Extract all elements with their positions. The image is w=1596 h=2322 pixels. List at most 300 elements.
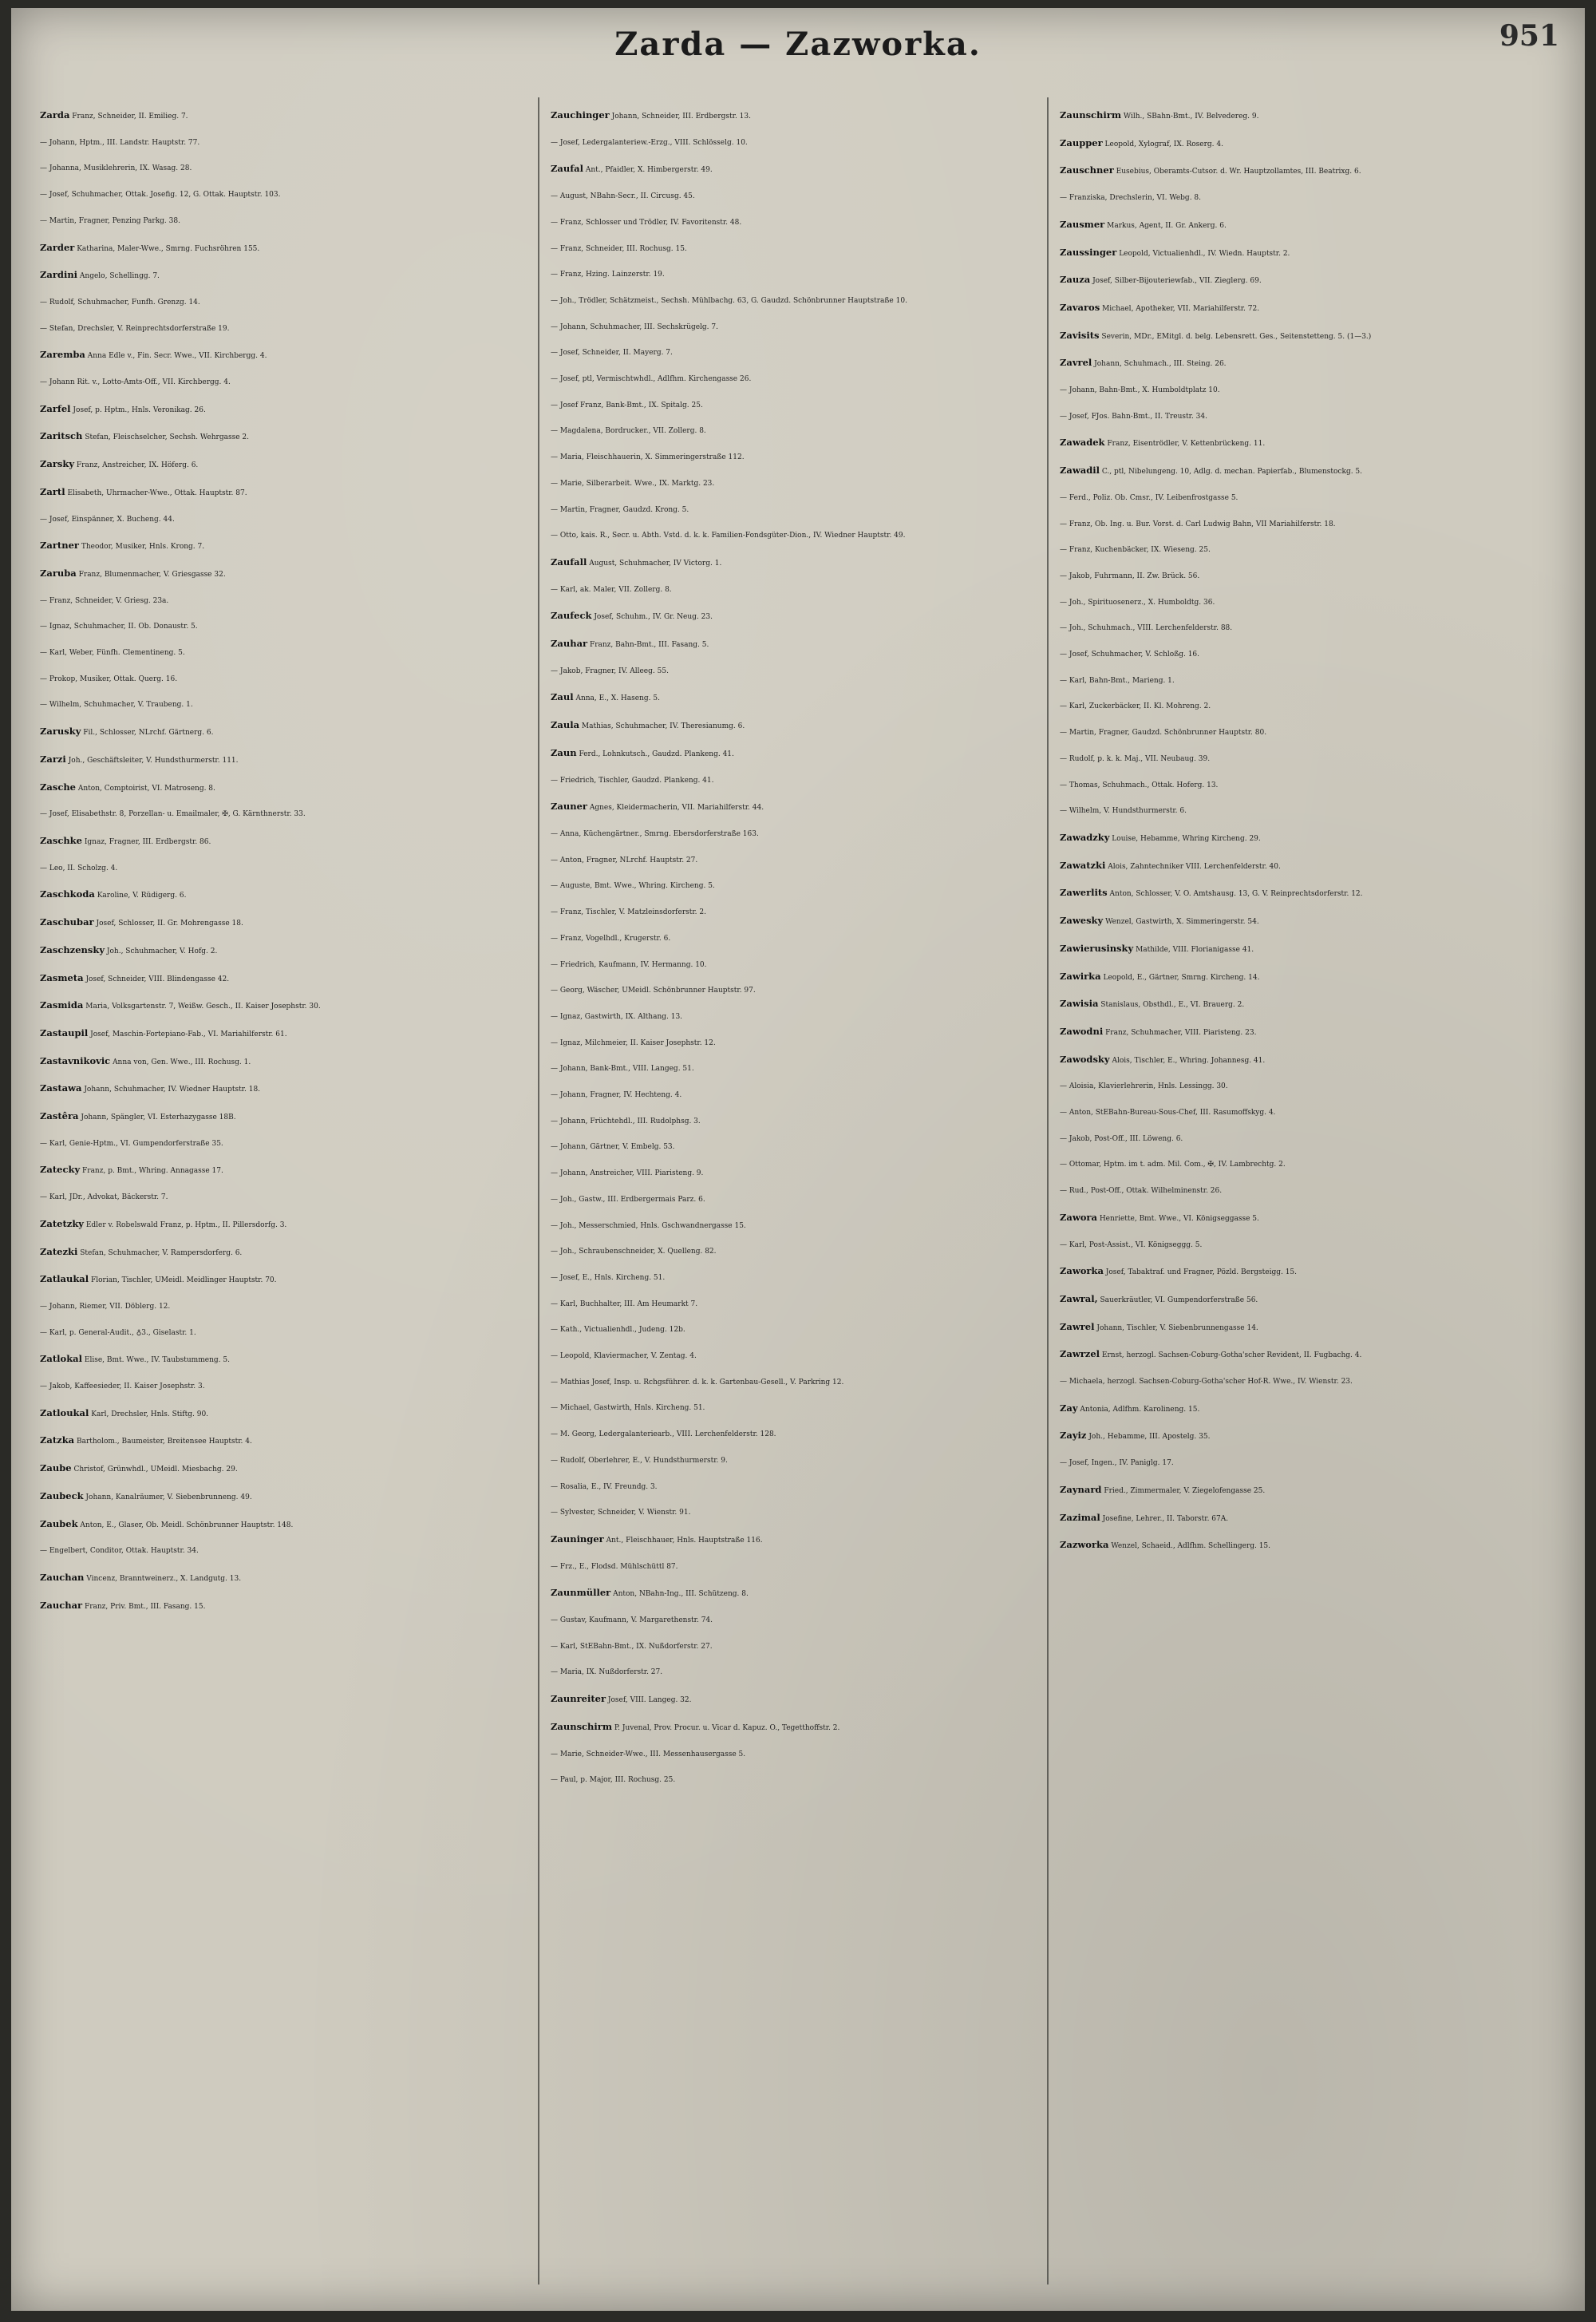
directory-entry [551, 631, 1039, 659]
directory-entry [40, 1455, 528, 1483]
entry-surname: Zauhar [551, 638, 588, 650]
entry-details: Michael, Apotheker, VII. Mariahilferstr. 72. [1102, 304, 1260, 313]
entry-surname: Zauchan [40, 1571, 85, 1583]
directory-entry [551, 684, 1039, 712]
directory-entry [40, 1374, 528, 1400]
directory-entry [40, 1157, 528, 1185]
directory-entry [1060, 1178, 1562, 1205]
entry-details: — August, NBahn-Secr., II. Circusg. 45. [551, 192, 695, 201]
column-divider-2 [1047, 97, 1049, 2284]
entry-details: — Karl, Post-Assist., VI. Königseggg. 5. [1060, 1240, 1203, 1249]
column-divider-1 [538, 97, 539, 2284]
entry-details: — Rudolf, p. k. k. Maj., VII. Neubaug. 39. [1060, 754, 1211, 763]
directory-entry [40, 423, 528, 451]
directory-entry [1060, 564, 1562, 590]
directory-entry [1060, 537, 1562, 564]
entry-details: P. Juvenal, Prov. Procur. u. Vicar d. Kapuz. O., Tegetthoffstr. 2. [614, 1723, 840, 1732]
directory-entry [40, 1592, 528, 1620]
running-head: Zarda — Zazworka. [614, 26, 982, 63]
directory-entry [551, 236, 1039, 263]
entry-surname: Zauchinger [551, 109, 610, 121]
entry-details: — Maria, Fleischhauerin, X. Simmeringerstraße 112. [551, 453, 745, 462]
directory-entry [551, 262, 1039, 288]
entry-surname: Zaruba [40, 567, 77, 579]
entry-details: — Leo, II. Scholzg. 4. [40, 864, 118, 872]
directory-entry [1060, 615, 1562, 642]
entry-surname: Zastavnikovic [40, 1054, 111, 1066]
directory-entry [551, 740, 1039, 768]
directory-entry [40, 396, 528, 424]
entry-surname: Zartner [40, 540, 79, 552]
entry-details: Stefan, Fleischselcher, Sechsh. Wehrgasse 2. [85, 433, 249, 442]
directory-entry [551, 393, 1039, 419]
directory-entry [40, 262, 528, 290]
entry-details: — Rudolf, Oberlehrer, E., V. Hundsthurmerstr. 9. [551, 1456, 728, 1465]
entry-details: Josef, Schlosser, II. Gr. Mohrengasse 18. [96, 920, 243, 928]
entry-details: Anna, E., X. Haseng. 5. [575, 694, 660, 703]
directory-entry [1060, 1314, 1562, 1342]
directory-entry [551, 1161, 1039, 1187]
directory-entry [40, 774, 528, 802]
directory-entry [551, 1056, 1039, 1082]
entry-details: — Karl, Genie-Hptm., VI. Gumpendorferstraße 35. [40, 1139, 223, 1148]
entry-details: Anton, NBahn-Ing., III. Schützeng. 8. [613, 1590, 749, 1599]
directory-entry [1060, 1286, 1562, 1314]
entry-details: — Johann, Gärtner, V. Embelg. 53. [551, 1143, 675, 1152]
directory-entry [40, 1400, 528, 1428]
entry-details: — Wilhelm, Schuhmacher, V. Traubeng. 1. [40, 701, 193, 710]
entry-details: Josef, Tabaktraf. und Fragner, Pözld. Bergsteigg. 15. [1105, 1268, 1298, 1277]
entry-details: Johann, Tischler, V. Siebenbrunnengasse 14. [1096, 1323, 1258, 1332]
directory-entry [40, 1211, 528, 1239]
directory-entry [40, 718, 528, 746]
entry-surname: Zawesky [1060, 915, 1104, 927]
entry-surname: Zasche [40, 781, 77, 793]
directory-entry [40, 507, 528, 533]
directory-entry [1060, 1126, 1562, 1153]
entry-details: — Franz, Schneider, V. Griesg. 23a. [40, 596, 169, 605]
directory-entry [1060, 1232, 1562, 1259]
entry-details: — Karl, ak. Maler, VII. Zollerg. 8. [551, 585, 672, 594]
directory-entry [40, 560, 528, 588]
directory-entry [551, 1292, 1039, 1318]
directory-entry [551, 1742, 1039, 1768]
entry-details: Franz, p. Bmt., Whring. Annagasse 17. [82, 1167, 223, 1176]
directory-entry [551, 1448, 1039, 1474]
entry-details: Elisabeth, Uhrmacher-Wwe., Ottak. Hauptstr. 87. [67, 489, 247, 497]
directory-entry [551, 1526, 1039, 1554]
entry-details: Joh., Geschäftsleiter, V. Hundsthurmerstr. 111. [68, 756, 239, 765]
directory-entry [40, 640, 528, 667]
entry-details: Josef, p. Hptm., Hnls. Veronikag. 26. [73, 405, 206, 414]
entry-details: Sauerkräutler, VI. Gumpendorferstraße 56. [1100, 1295, 1258, 1304]
entry-details: — Josef, Elisabethstr. 8, Porzellan- u. Emailmaler, ✠, G. Kärnthnerstr. 33. [40, 810, 306, 819]
entry-details: — Franziska, Drechslerin, VI. Webg. 8. [1060, 194, 1202, 203]
directory-entry [1060, 404, 1562, 430]
entry-surname: Zawisia [1060, 998, 1099, 1010]
entry-details: — Joh., Gastw., III. Erdbergermais Parz. 6. [551, 1195, 705, 1204]
directory-entry [40, 102, 528, 130]
entry-surname: Zaufeck [551, 610, 592, 622]
entry-details: — Karl, Buchhalter, III. Am Heumarkt 7. [551, 1299, 698, 1308]
entry-details: Karl, Drechsler, Hnls. Stiftg. 90. [91, 1410, 209, 1418]
entry-surname: Zawadil [1060, 465, 1100, 477]
directory-entry [40, 342, 528, 370]
entry-details: Ignaz, Fragner, III. Erdbergstr. 86. [84, 837, 211, 846]
directory-entry [551, 1343, 1039, 1370]
entry-details: — Stefan, Drechsler, V. Reinprechtsdorferstraße 19. [40, 324, 230, 333]
directory-entry [551, 1370, 1039, 1396]
entry-details: — Joh., Schuhmach., VIII. Lerchenfelderstr. 88. [1060, 624, 1233, 633]
entry-details: — Josef, Schneider, II. Mayerg. 7. [551, 349, 673, 358]
entry-surname: Zaunmüller [551, 1587, 611, 1599]
entry-surname: Zartl [40, 485, 65, 497]
entry-details: — Johann, Hptm., III. Landstr. Hauptstr. 77. [40, 138, 200, 147]
entry-details: — Karl, StEBahn-Bmt., IX. Nußdorferstr. 27. [551, 1642, 713, 1651]
entry-details: Franz, Blumenmacher, V. Griesgasse 32. [78, 570, 226, 579]
entry-details: — Rud., Post-Off., Ottak. Wilhelminenstr. 26. [1060, 1187, 1223, 1196]
directory-entry [551, 1714, 1039, 1742]
entry-details: Maria, Volksgartenstr. 7, Weißw. Gesch., II. Kaiser Josephstr. 30. [85, 1003, 321, 1011]
entry-details: Johann, Schuhmacher, IV. Wiedner Hauptstr. 18. [84, 1086, 261, 1094]
entry-details: Stefan, Schuhmacher, V. Rampersdorferg. 6. [80, 1248, 243, 1257]
directory-entry [1060, 429, 1562, 457]
entry-surname: Zaunschirm [1060, 109, 1122, 121]
entry-details: — Marie, Schneider-Wwe., III. Messenhausergasse 5. [551, 1750, 746, 1758]
entry-details: — Auguste, Bmt. Wwe., Whring. Kircheng. 5. [551, 882, 715, 891]
entry-details: — Josef, Einspänner, X. Bucheng. 44. [40, 515, 175, 524]
directory-entry [551, 1239, 1039, 1265]
directory-entry [551, 1659, 1039, 1686]
entry-surname: Zawadzky [1060, 831, 1110, 843]
entry-details: — Franz, Vogelhdl., Krugerstr. 6. [551, 934, 671, 943]
entry-details: — Prokop, Musiker, Ottak. Querg. 16. [40, 674, 178, 683]
entry-details: — Sylvester, Schneider, V. Wienstr. 91. [551, 1509, 691, 1517]
entry-surname: Zawerlits [1060, 887, 1108, 899]
directory-entry [1060, 1341, 1562, 1369]
directory-entry [551, 659, 1039, 685]
directory-entry [40, 156, 528, 182]
entry-details: Florian, Tischler, UMeidl. Meidlinger Hauptstr. 70. [91, 1276, 277, 1285]
entry-details: — Anna, Küchengärtner., Smrng. Ebersdorferstraße 163. [551, 829, 759, 838]
directory-entry [40, 1048, 528, 1076]
directory-entry [40, 909, 528, 937]
entry-details: Theodor, Musiker, Hnls. Krong. 7. [81, 543, 205, 552]
entry-surname: Zaube [40, 1462, 72, 1474]
entry-details: Elise, Bmt. Wwe., IV. Taubstummeng. 5. [84, 1356, 230, 1365]
entry-details: Fil., Schlosser, NLrchf. Gärtnerg. 6. [83, 729, 214, 738]
entry-details: — Joh., Spirituosenerz., X. Humboldtg. 36. [1060, 598, 1215, 607]
entry-surname: Zaubeck [40, 1489, 84, 1501]
entry-details: Josef, Schneider, VIII. Blindengasse 42. [85, 975, 230, 983]
entry-surname: Zavisits [1060, 329, 1100, 341]
entry-surname: Zazworka [1060, 1539, 1109, 1551]
entry-details: Franz, Priv. Bmt., III. Fasang. 15. [84, 1602, 206, 1611]
entry-details: Severin, MDr., EMitgl. d. belg. Lebensrett. Ges., Seitenstetteng. 5. (1—3.) [1101, 332, 1372, 341]
entry-details: — Johann, Riemer, VII. Döblerg. 12. [40, 1302, 171, 1311]
directory-entry [551, 184, 1039, 210]
entry-details: Wilh., SBahn-Bmt., IV. Belvedereg. 9. [1123, 113, 1259, 121]
directory-entry [551, 1134, 1039, 1161]
directory-entry [1060, 963, 1562, 991]
directory-entry [1060, 880, 1562, 908]
directory-entry [1060, 825, 1562, 852]
directory-entry [40, 614, 528, 640]
directory-entry [551, 1474, 1039, 1501]
entry-details: Johann, Spängler, VI. Esterhazygasse 18B. [81, 1114, 236, 1122]
entry-surname: Zarsky [40, 458, 75, 470]
entry-surname: Zauninger [551, 1533, 604, 1545]
entry-details: — Michaela, herzogl. Sachsen-Coburg-Gotha'scher Hof-R. Wwe., IV. Wienstr. 23. [1060, 1378, 1353, 1386]
entry-details: — Frz., E., Flodsd. Mühlschüttl 87. [551, 1562, 678, 1571]
entry-details: Joh., Schuhmacher, V. Hofg. 2. [106, 947, 218, 955]
directory-entry [1060, 1532, 1562, 1560]
directory-entry [40, 856, 528, 882]
directory-entry [551, 1317, 1039, 1343]
directory-entry [40, 1483, 528, 1511]
directory-page [11, 8, 1585, 2311]
directory-entry [1060, 1205, 1562, 1232]
entry-details: Agnes, Kleidermacherin, VII. Mariahilferstr. 44. [589, 804, 764, 813]
entry-surname: Zayiz [1060, 1430, 1087, 1442]
entry-details: Anna Edle v., Fin. Secr. Wwe., VII. Kirchbergg. 4. [87, 352, 267, 361]
entry-details: — Anton, StEBahn-Bureau-Sous-Chef, III. Rasumoffskyg. 4. [1060, 1109, 1276, 1117]
entry-surname: Zaunreiter [551, 1693, 606, 1705]
directory-entry [1060, 908, 1562, 936]
entry-details: Johann, Schuhmach., III. Steing. 26. [1094, 360, 1227, 369]
directory-entry [1060, 720, 1562, 746]
directory-entry [40, 667, 528, 693]
directory-entry [551, 952, 1039, 979]
entry-details: Joh., Hebamme, III. Apostelg. 35. [1088, 1433, 1211, 1442]
entry-surname: Zatezki [40, 1245, 78, 1257]
entry-surname: Zarda [40, 109, 70, 121]
entry-details: Mathias, Schuhmacher, IV. Theresianumg. 6. [581, 722, 745, 731]
entry-details: — Ignaz, Schuhmacher, II. Ob. Donaustr. 5. [40, 623, 198, 631]
entry-surname: Zauza [1060, 274, 1091, 286]
column-3 [1060, 102, 1562, 2297]
directory-entry [40, 1427, 528, 1455]
entry-details: — Karl, Bahn-Bmt., Marieng. 1. [1060, 676, 1175, 685]
entry-surname: Zaschzensky [40, 943, 105, 955]
directory-entry [1060, 485, 1562, 512]
entry-surname: Zasmida [40, 999, 84, 1011]
directory-entry [40, 316, 528, 342]
entry-surname: Zawral, [1060, 1292, 1098, 1304]
entry-details: — Georg, Wäscher, UMeidl. Schönbrunner Hauptstr. 97. [551, 987, 756, 995]
directory-entry [551, 793, 1039, 821]
entry-details: — Marie, Silberarbeit. Wwe., IX. Marktg. 23. [551, 479, 715, 488]
entry-surname: Zawodsky [1060, 1053, 1110, 1065]
directory-entry [40, 1266, 528, 1294]
entry-details: Josef, Schuhm., IV. Gr. Neug. 23. [594, 613, 713, 622]
directory-entry [1060, 642, 1562, 668]
entry-surname: Zawrzel [1060, 1348, 1100, 1360]
entry-details: — Martin, Fragner, Gaudzd. Schönbrunner Hauptstr. 80. [1060, 729, 1267, 738]
entry-details: — Karl, Weber, Fünfh. Clementineng. 5. [40, 649, 185, 658]
directory-entry [40, 588, 528, 615]
directory-entry [551, 497, 1039, 524]
entry-details: Louise, Hebamme, Whring Kircheng. 29. [1112, 834, 1261, 843]
directory-entry [40, 532, 528, 560]
entry-details: — Johann, Anstreicher, VIII. Piaristeng. 9. [551, 1169, 704, 1178]
entry-details: — Franz, Hzing. Lainzerstr. 19. [551, 271, 665, 279]
entry-details: Ant., Pfaidler, X. Himbergerstr. 49. [585, 166, 713, 175]
entry-surname: Zawora [1060, 1211, 1097, 1223]
entry-details: Alois, Zahntechniker VIII. Lerchenfelderstr. 40. [1108, 862, 1281, 871]
entry-details: Ant., Fleischhauer, Hnls. Hauptstraße 116. [606, 1536, 763, 1545]
entry-details: — Jakob, Fragner, IV. Alleeg. 55. [551, 667, 669, 675]
entry-details: — Johanna, Musiklehrerin, IX. Wasag. 28. [40, 164, 192, 173]
entry-details: — Josef, Ingen., IV. Paniglg. 17. [1060, 1459, 1174, 1468]
entry-details: — Joh., Schraubenschneider, X. Quelleng. 82. [551, 1248, 717, 1256]
entry-details: — Josef, Ledergalanteriew.-Erzg., VIII. Schlösselg. 10. [551, 138, 748, 147]
directory-entry [1060, 1450, 1562, 1477]
entry-surname: Zaul [551, 691, 574, 703]
directory-entry [551, 1395, 1039, 1422]
entry-details: — Anton, Fragner, NLrchf. Hauptstr. 27. [551, 856, 698, 864]
entry-details: — Thomas, Schuhmach., Ottak. Hoferg. 13. [1060, 781, 1219, 789]
directory-entry [1060, 694, 1562, 720]
entry-details: Anna von, Gen. Wwe., III. Rochusg. 1. [113, 1058, 251, 1066]
entry-details: — Rudolf, Schuhmacher, Funfh. Grenzg. 14. [40, 298, 200, 307]
entry-details: — Engelbert, Conditor, Ottak. Hauptstr. 34. [40, 1547, 199, 1556]
entry-details: Josef, Maschin-Fortepiano-Fab., VI. Mariahilferstr. 61. [90, 1030, 287, 1038]
entry-details: Angelo, Schellingg. 7. [79, 272, 160, 281]
entry-surname: Zaschubar [40, 916, 94, 928]
entry-details: August, Schuhmacher, IV Victorg. 1. [589, 559, 722, 568]
entry-details: — Maria, IX. Nußdorferstr. 27. [551, 1668, 663, 1677]
entry-details: Franz, Schneider, II. Emilieg. 7. [72, 113, 188, 121]
entry-surname: Zaussinger [1060, 246, 1117, 258]
entry-details: Wenzel, Gastwirth, X. Simmeringerstr. 54. [1105, 918, 1259, 927]
directory-entry [551, 1187, 1039, 1213]
directory-entry [1060, 668, 1562, 694]
entry-details: — Kath., Victualienhdl., Judeng. 12b. [551, 1326, 685, 1335]
directory-entry [40, 1185, 528, 1211]
entry-details: Fried., Zimmermaler, V. Ziegelofengasse 25. [1104, 1486, 1266, 1495]
directory-entry [1060, 350, 1562, 378]
entry-details: — Michael, Gastwirth, Hnls. Kircheng. 51. [551, 1404, 705, 1413]
directory-entry [551, 314, 1039, 341]
entry-details: — Joh., Trödler, Schätzmeist., Sechsh. Mühlbachg. 63, G. Gaudzd. Schönbrunner Hauptstraße 10. [551, 296, 907, 305]
entry-details: Johann, Kanalräumer, V. Siebenbrunneng. 49. [85, 1493, 252, 1501]
entry-details: — Johann, Bank-Bmt., VIII. Langeg. 51. [551, 1065, 694, 1074]
entry-details: Franz, Anstreicher, IX. Höferg. 6. [76, 461, 199, 470]
entry-details: — Franz, Schlosser und Trödler, IV. Favoritenstr. 48. [551, 218, 742, 227]
entry-surname: Zay [1060, 1402, 1078, 1414]
directory-entry [1060, 157, 1562, 185]
directory-entry [1060, 322, 1562, 350]
directory-entry [551, 821, 1039, 848]
directory-entry [1060, 378, 1562, 404]
entry-details: Anton, Comptoirist, VI. Matroseng. 8. [77, 784, 215, 793]
entry-details: Franz, Bahn-Bmt., III. Fasang. 5. [589, 641, 709, 650]
entry-details: Wenzel, Schaeid., Adlfhm. Schellingerg. 15. [1111, 1542, 1271, 1551]
entry-surname: Zawirka [1060, 970, 1101, 982]
entry-surname: Zaschke [40, 834, 82, 846]
directory-entry [551, 848, 1039, 874]
column-1 [40, 102, 528, 2297]
directory-entry [40, 130, 528, 156]
directory-entry [551, 577, 1039, 603]
entry-surname: Zaubek [40, 1517, 78, 1529]
entry-surname: Zaunschirm [551, 1720, 613, 1732]
entry-details: — Aloisia, Klavierlehrerin, Hnls. Lessingg. 30. [1060, 1082, 1228, 1091]
entry-surname: Zarzi [40, 753, 66, 765]
entry-details: Johann, Schneider, III. Erdbergstr. 13. [611, 113, 751, 121]
entry-details: Josefine, Lehrer., II. Taborstr. 67A. [1102, 1514, 1229, 1523]
directory-entry [40, 1320, 528, 1347]
directory-entry [551, 1265, 1039, 1292]
entry-details: — Ferd., Poliz. Ob. Cmsr., IV. Leibenfrostgasse 5. [1060, 493, 1238, 502]
directory-entry [1060, 1422, 1562, 1450]
directory-entry [1060, 239, 1562, 267]
entry-details: Henriette, Bmt. Wwe., VI. Königseggasse 5. [1099, 1214, 1259, 1223]
directory-entry [1060, 1477, 1562, 1505]
directory-entry [1060, 1505, 1562, 1533]
directory-entry [40, 881, 528, 909]
entry-details: Franz, Eisentrödler, V. Kettenbrückeng. 11. [1107, 440, 1266, 449]
directory-entry [1060, 1100, 1562, 1126]
entry-details: — Josef, ptl, Vermischtwhdl., Adlfhm. Kirchengasse 26. [551, 375, 752, 384]
entry-details: — Josef, Schuhmacher, V. Schloßg. 16. [1060, 651, 1200, 659]
entry-details: — Franz, Kuchenbäcker, IX. Wieseng. 25. [1060, 546, 1211, 555]
entry-surname: Zawrel [1060, 1320, 1095, 1332]
directory-entry [551, 1030, 1039, 1057]
entry-details: Markus, Agent, II. Gr. Ankerg. 6. [1107, 221, 1227, 230]
directory-entry [40, 965, 528, 993]
entry-surname: Zatlokal [40, 1353, 82, 1365]
directory-entry [1060, 267, 1562, 295]
directory-entry [551, 471, 1039, 497]
directory-entry [1060, 512, 1562, 538]
entry-details: Leopold, Xylograf, IX. Roserg. 4. [1104, 140, 1223, 148]
directory-entry [1060, 798, 1562, 825]
entry-details: Bartholom., Baumeister, Breitensee Hauptstr. 4. [76, 1438, 252, 1446]
directory-entry [551, 340, 1039, 366]
entry-surname: Zarusky [40, 726, 81, 738]
directory-entry [1060, 773, 1562, 799]
directory-entry [40, 828, 528, 856]
page-number: 951 [1499, 19, 1559, 53]
entry-details: — Johann, Schuhmacher, III. Sechskrügelg. 7. [551, 322, 718, 331]
entry-details: — Magdalena, Bordrucker., VII. Zollerg. 8. [551, 427, 706, 436]
entry-details: — Friedrich, Tischler, Gaudzd. Plankeng. 41. [551, 776, 714, 785]
entry-details: Eusebius, Oberamts-Cutsor. d. Wr. Hauptzollamtes, III. Beatrixg. 6. [1116, 168, 1361, 176]
entry-details: Anton, E., Glaser, Ob. Meidl. Schönbrunner Hauptstr. 148. [80, 1521, 294, 1529]
entry-details: — Martin, Fragner, Gaudzd. Krong. 5. [551, 505, 689, 514]
entry-details: — Karl, p. General-Audit., ♁3., Giselastr. 1. [40, 1328, 196, 1337]
directory-entry [1060, 295, 1562, 322]
entry-details: — Johann Rit. v., Lotto-Amts-Off., VII. Kirchbergg. 4. [40, 378, 231, 387]
directory-entry [40, 1538, 528, 1564]
entry-surname: Zarfel [40, 402, 71, 414]
entry-surname: Zawierusinsky [1060, 942, 1134, 954]
directory-entry [40, 1020, 528, 1048]
directory-entry [551, 1767, 1039, 1794]
directory-entry [1060, 1395, 1562, 1423]
entry-details: — Joh., Messerschmied, Hnls. Gschwandnergasse 15. [551, 1221, 746, 1230]
entry-details: — Ignaz, Milchmeier, II. Kaiser Josephstr. 12. [551, 1038, 716, 1047]
entry-surname: Zavaros [1060, 301, 1100, 313]
entry-details: Anton, Schlosser, V. O. Amtshausg. 13, G. V. Reinprechtsdorferstr. 12. [1109, 890, 1363, 899]
entry-details: — Martin, Fragner, Penzing Parkg. 38. [40, 216, 180, 225]
directory-entry [1060, 1046, 1562, 1074]
column-2 [551, 102, 1039, 2297]
directory-entry [1060, 212, 1562, 239]
entry-details: — Jakob, Post-Off., III. Löweng. 6. [1060, 1134, 1183, 1143]
